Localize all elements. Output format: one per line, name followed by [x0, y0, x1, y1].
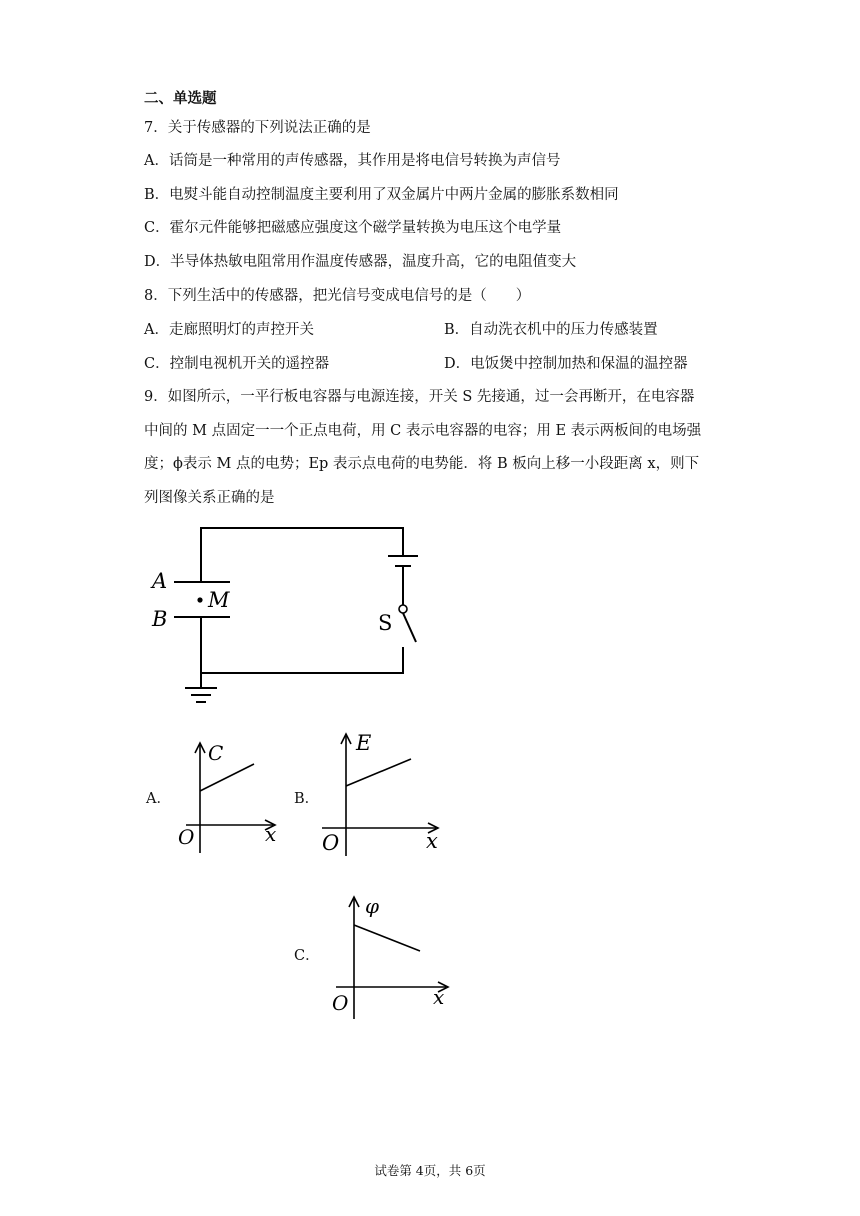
graph-b-origin-label: O [322, 831, 340, 855]
graph-a-y-axis-label: C [208, 741, 224, 765]
question-7-option-a: A．话筒是一种常用的声传感器，其作用是将电信号转换为声信号 [144, 153, 561, 169]
graph-b-y-axis-label: E [356, 731, 372, 755]
graph-c-origin-label: O [332, 991, 349, 1015]
graph-a-origin-label: O [178, 825, 195, 849]
circuit-diagram [140, 520, 440, 710]
question-8-stem: 8．下列生活中的传感器，把光信号变成电信号的是（ ） [144, 288, 531, 304]
point-m-label: M [208, 588, 230, 612]
switch-label: S [378, 611, 393, 635]
question-9-stem-line-1: 9．如图所示，一平行板电容器与电源连接，开关 S 先接通，过一会再断开，在电容器 [144, 389, 695, 405]
graph-option-b-label: B． [294, 791, 320, 807]
graph-option-c [332, 888, 457, 1023]
question-9-stem-line-4: 列图像关系正确的是 [144, 490, 275, 506]
graph-c-y-axis-label: φ [365, 894, 380, 918]
graph-c-line [354, 925, 420, 951]
section-title: 二、单选题 [144, 90, 217, 107]
plate-a-label: A [152, 569, 168, 593]
graph-c-x-axis-label: x [433, 985, 445, 1009]
question-8-option-c: C．控制电视机开关的遥控器 [144, 356, 330, 372]
plate-b-label: B [152, 607, 168, 631]
graph-option-b [318, 728, 448, 860]
point-m-icon [197, 597, 202, 602]
page-footer: 试卷第 4页，共 6页 [374, 1163, 486, 1178]
question-7-option-b: B．电熨斗能自动控制温度主要利用了双金属片中两片金属的膨胀系数相同 [144, 187, 619, 203]
graph-a-x-axis-label: x [265, 822, 277, 846]
graph-b-x-axis-label: x [426, 829, 438, 853]
question-7-stem: 7．关于传感器的下列说法正确的是 [144, 120, 371, 136]
question-9-stem-line-2: 中间的 M 点固定一一个正点电荷，用 C 表示电容器的电容；用 E 表示两板间的电场强 [144, 423, 702, 439]
graph-option-c-label: C． [294, 948, 320, 964]
graph-b-line [346, 759, 411, 786]
graph-a-line [200, 764, 254, 791]
question-8-option-d: D．电饭煲中控制加热和保温的温控器 [444, 356, 688, 372]
question-8-option-b: B．自动洗衣机中的压力传感装置 [444, 322, 658, 338]
question-8-option-a: A．走廊照明灯的声控开关 [144, 322, 314, 338]
question-9-stem-line-3: 度；ϕ表示 M 点的电势；Ep 表示点电荷的电势能．将 B 板向上移一小段距离 x，则下 [144, 456, 700, 472]
graph-option-a [170, 735, 285, 855]
question-7-option-c: C．霍尔元件能够把磁感应强度这个磁学量转换为电压这个电学量 [144, 220, 562, 236]
graph-option-a-label: A． [146, 791, 171, 807]
question-7-option-d: D．半导体热敏电阻常用作温度传感器，温度升高，它的电阻值变大 [144, 254, 577, 270]
switch-pivot-icon [399, 605, 407, 613]
